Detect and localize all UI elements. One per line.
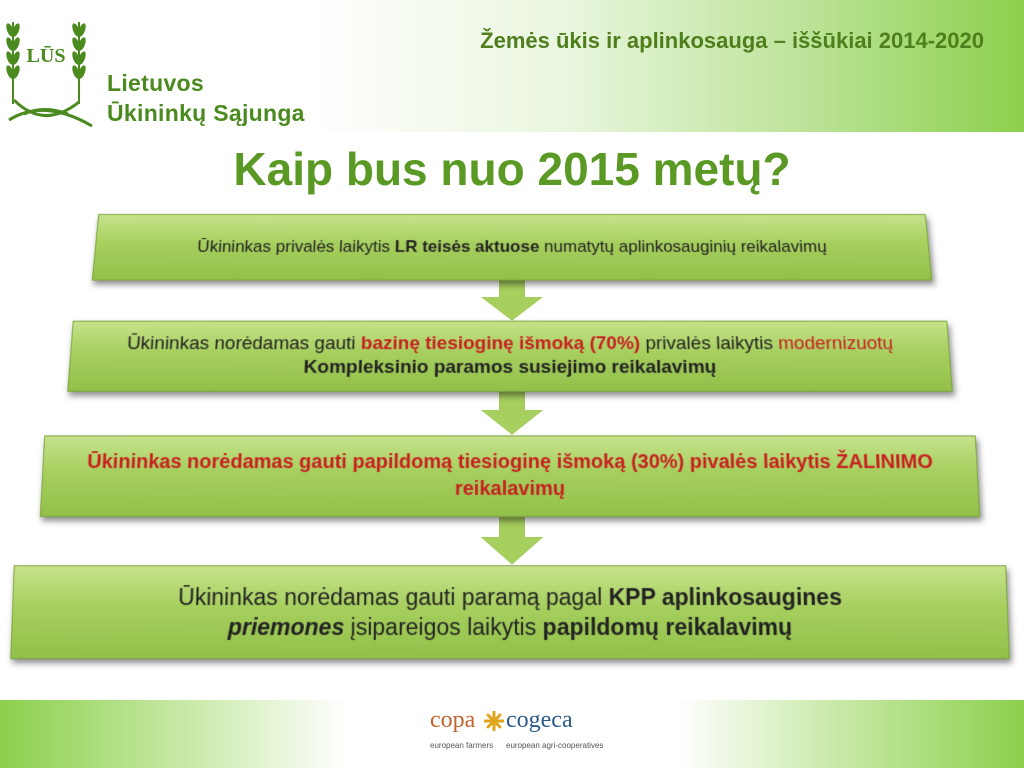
cogeca-word: cogeca bbox=[506, 707, 573, 733]
step-box-2 bbox=[67, 321, 953, 392]
copa-word: copa bbox=[430, 707, 476, 733]
down-arrow-icon bbox=[476, 278, 548, 324]
copa-cogeca-logo bbox=[430, 707, 630, 757]
step-2-text: Ūkininkas norėdamas gauti bazinę tiesioginę išmoką (70%) privalės laikytis modernizuotų Kompleksinio paramos susiejimo reikalavimų bbox=[126, 333, 894, 378]
step-3-text: Ūkininkas norėdamas gauti papildomą tiesioginę išmoką (30%) pivalės laikytis ŽALINIMO reikalavimų bbox=[86, 451, 934, 500]
cogeca-subtitle: european agri-cooperatives bbox=[506, 741, 604, 750]
logo-line2: Ūkininkų Sąjunga bbox=[107, 100, 305, 126]
wheat-emblem-icon bbox=[4, 10, 99, 135]
lus-logo bbox=[4, 10, 304, 135]
logo-line1: Lietuvos bbox=[107, 70, 204, 96]
star-icon bbox=[484, 711, 504, 731]
step-1-text: Ūkininkas privalės laikytis LR teisės aktuose numatytų aplinkosauginių reikalavimų bbox=[196, 237, 828, 256]
header-title: Žemės ūkis ir aplinkosauga – iššūkiai 2014-2020 bbox=[480, 28, 984, 53]
step-box-1 bbox=[92, 214, 933, 281]
page-title: Kaip bus nuo 2015 metų? bbox=[233, 143, 791, 195]
step-box-3 bbox=[40, 435, 980, 517]
step-4-text: Ūkininkas norėdamas gauti paramą pagal KPP aplinkosaugines priemones įsipareigos laikytis papildomų reikalavimų bbox=[177, 584, 843, 640]
copa-subtitle: european farmers bbox=[430, 741, 494, 750]
step-box-4 bbox=[10, 565, 1010, 659]
logo-monogram: LŪS bbox=[26, 45, 66, 67]
down-arrow-icon bbox=[476, 514, 548, 568]
down-arrow-icon bbox=[476, 390, 548, 438]
